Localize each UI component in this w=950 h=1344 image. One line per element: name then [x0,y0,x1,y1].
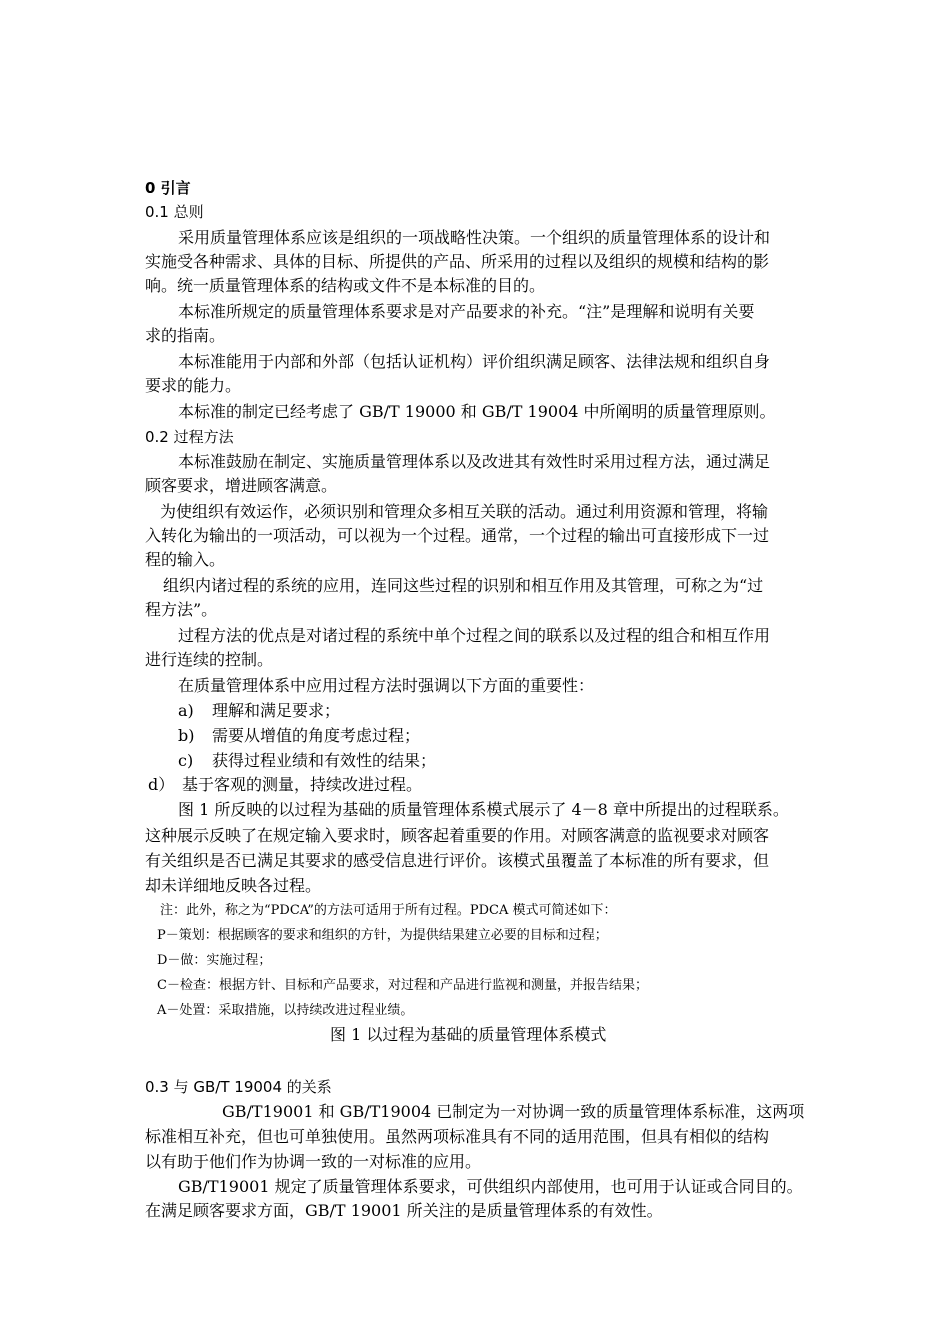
paragraph-line: GB/T19001 和 GB/T19004 已制定为一对协调一致的质量管理体系标准，这两项 [222,1102,805,1121]
list-item-marker: d） [148,775,175,794]
note-line: A－处置：采取措施，以持续改进过程业绩。 [157,1003,414,1018]
paragraph-line: 为使组织有效运作，必须识别和管理众多相互关联的活动。通过利用资源和管理，将输 [160,502,769,521]
list-item-text: 获得过程业绩和有效性的结果； [212,751,437,770]
section-heading-general: 0.1 总则 [145,203,204,221]
paragraph-line: 采用质量管理体系应该是组织的一项战略性决策。一个组织的质量管理体系的设计和 [178,228,771,247]
paragraph-line: 响。统一质量管理体系的结构或文件不是本标准的目的。 [145,276,546,295]
list-item-text: 需要从增值的角度考虑过程； [212,726,421,745]
note-line: D－做：实施过程； [157,953,272,968]
paragraph-line: 求的指南。 [145,326,226,345]
paragraph-line: 以有助于他们作为协调一致的一对标准的应用。 [145,1152,482,1171]
paragraph-line: 要求的能力。 [145,376,242,395]
list-item-text: 理解和满足要求； [212,701,341,720]
section-heading-process-approach: 0.2 过程方法 [145,428,234,446]
paragraph-line: 本标准能用于内部和外部（包括认证机构）评价组织满足顾客、法律法规和组织自身 [178,352,771,371]
paragraph-line: 图 1 所反映的以过程为基础的质量管理体系模式展示了 4－8 章中所提出的过程联系。 [178,800,789,819]
paragraph-line: 有关组织是否已满足其要求的感受信息进行评价。该模式虽覆盖了本标准的所有要求，但 [145,851,770,870]
paragraph-line: 程的输入。 [145,550,226,569]
paragraph-line: 在质量管理体系中应用过程方法时强调以下方面的重要性： [178,676,595,695]
paragraph-line: GB/T19001 规定了质量管理体系要求，可供组织内部使用，也可用于认证或合同目的。 [178,1177,803,1196]
paragraph-line: 标准相互补充，但也可单独使用。虽然两项标准具有不同的适用范围，但具有相似的结构 [145,1127,770,1146]
section-heading-introduction: 0 引言 [145,179,191,197]
section-heading-relationship: 0.3 与 GB/T 19004 的关系 [145,1078,332,1096]
paragraph-line: 本标准鼓励在制定、实施质量管理体系以及改进其有效性时采用过程方法，通过满足 [178,452,771,471]
paragraph-line: 组织内诸过程的系统的应用，连同这些过程的识别和相互作用及其管理，可称之为“过 [163,576,764,595]
list-item-marker: c) [178,751,194,770]
list-item-marker: a) [178,701,194,720]
paragraph-line: 实施受各种需求、具体的目标、所提供的产品、所采用的过程以及组织的规模和结构的影 [145,252,770,271]
paragraph-line: 入转化为输出的一项活动，可以视为一个过程。通常，一个过程的输出可直接形成下一过 [145,526,770,545]
list-item-marker: b) [178,726,195,745]
paragraph-line: 顾客要求，增进顾客满意。 [145,476,338,495]
note-line: 注：此外，称之为“PDCA”的方法可适用于所有过程。PDCA 模式可简述如下： [160,903,617,918]
figure-caption: 图 1 以过程为基础的质量管理体系模式 [330,1025,607,1044]
list-item-text: 基于客观的测量，持续改进过程。 [182,775,423,794]
paragraph-line: 进行连续的控制。 [145,650,274,669]
paragraph-line: 却未详细地反映各过程。 [145,876,322,895]
paragraph-line: 过程方法的优点是对诸过程的系统中单个过程之间的联系以及过程的组合和相互作用 [178,626,771,645]
paragraph-line: 在满足顾客要求方面，GB/T 19001 所关注的是质量管理体系的有效性。 [145,1201,663,1220]
paragraph-line: 本标准的制定已经考虑了 GB/T 19000 和 GB/T 19004 中所阐明的质量管理原则。 [178,402,776,421]
paragraph-line: 这种展示反映了在规定输入要求时，顾客起着重要的作用。对顾客满意的监视要求对顾客 [145,826,770,845]
note-line: P－策划：根据顾客的要求和组织的方针，为提供结果建立必要的目标和过程； [157,928,608,943]
paragraph-line: 本标准所规定的质量管理体系要求是对产品要求的补充。“注”是理解和说明有关要 [178,302,755,321]
paragraph-line: 程方法”。 [145,600,218,619]
note-line: C－检查：根据方针、目标和产品要求，对过程和产品进行监视和测量，并报告结果； [157,978,648,993]
